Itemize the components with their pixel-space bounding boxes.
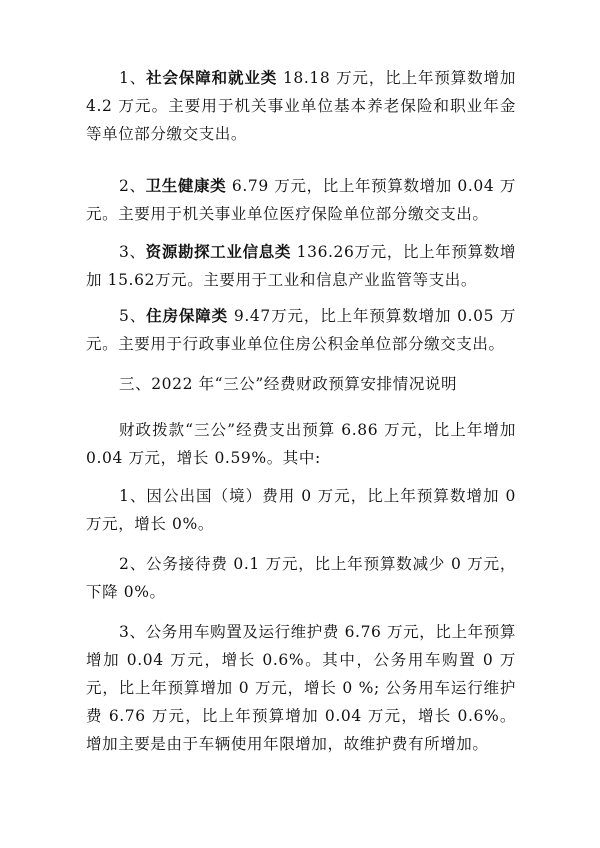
paragraph-resources <box>86 238 516 294</box>
item-title: 卫生健康类 <box>145 177 227 195</box>
paragraph-reception: 2、公务接待费 0.1 万元，比上年预算数减少 0 万元，下降 0%。 <box>86 555 516 601</box>
item-number: 1、 <box>119 69 147 87</box>
paragraph-housing <box>86 302 516 358</box>
item-title: 资源勘探工业信息类 <box>145 243 292 261</box>
section-heading: 三、2022 年“三公”经费财政预算安排情况说明 <box>119 375 458 393</box>
item-body: 9.47万元，比上年预算数增加 0.05 万元。主要用于行政事业单位住房公积金单位部分缴交支出。 <box>86 307 516 353</box>
paragraph-three-public-total: 财政拨款“三公”经费支出预算 6.86 万元，比上年增加 0.04 万元，增长 0.59%。其中: <box>86 421 516 467</box>
item-body: 6.79 万元，比上年预算数增加 0.04 万元。主要用于机关事业单位医疗保险单位部分缴交支出。 <box>86 177 516 223</box>
item-body: 18.18 万元，比上年预算数增加 4.2 万元。主要用于机关事业单位基本养老保险和职业年金等单位部分缴交支出。 <box>86 69 516 143</box>
item-body: 136.26万元，比上年预算数增加 15.62万元。主要用于工业和信息产业监管等支出。 <box>86 243 517 289</box>
paragraph-social-security <box>86 64 516 148</box>
item-number: 2、 <box>119 177 146 195</box>
item-title: 社会保障和就业类 <box>146 69 278 87</box>
paragraph-health <box>86 172 516 228</box>
paragraph-vehicles: 3、公务用车购置及运行维护费 6.76 万元，比上年预算增加 0.04 万元，增长 0.6%。其中，公务用车购置 0 万元，比上年预算增加 0 万元，增长 0 %; 公务用车运行维护费 6.76 万元，比上年预算增加 0.04 万元，增长 0.6%。增加主要是由于车辆使用年限增加，故维护费有所增加。 <box>86 623 516 753</box>
item-number: 3、 <box>119 243 146 261</box>
item-number: 5、 <box>119 307 147 325</box>
item-title: 住房保障类 <box>146 307 229 325</box>
paragraph-overseas-travel: 1、因公出国（境）费用 0 万元，比上年预算数增加 0 万元，增长 0%。 <box>86 487 516 533</box>
